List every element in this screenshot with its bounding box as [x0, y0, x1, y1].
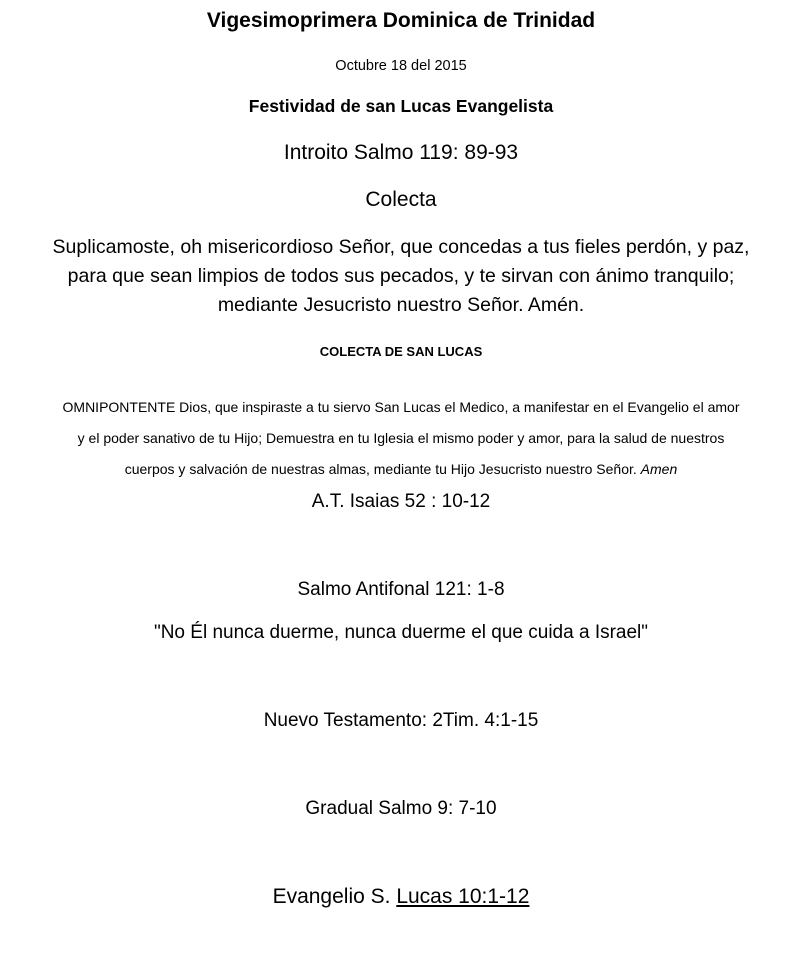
old-testament-reading: A.T. Isaias 52 : 10-12	[311, 491, 491, 512]
collect-line: para que sean limpios de todos sus pecados, y te sirvan con ánimo tranquilo;	[67, 265, 735, 287]
luke-collect-closing: Amen	[640, 461, 678, 477]
luke-collect-prayer	[0, 392, 802, 485]
gradual-reading: Gradual Salmo 9: 7-10	[305, 798, 497, 819]
gospel-reference-link[interactable]: Lucas 10:1-12	[396, 885, 530, 908]
psalm-reading: Salmo Antifonal 121: 1-8	[297, 579, 505, 600]
document-date: Octubre 18 del 2015	[335, 58, 467, 74]
luke-collect-line: OMNIPONTENTE Dios, que inspiraste a tu siervo San Lucas el Medico, a manifestar en el Evangelio el amor	[62, 399, 740, 415]
luke-collect-line-text: cuerpos y salvación de nuestras almas, mediante tu Hijo Jesucristo nuestro Señor.	[124, 461, 641, 477]
luke-collect-heading: COLECTA DE SAN LUCAS	[319, 344, 483, 359]
psalm-antiphon: "No Él nunca duerme, nunca duerme el que cuida a Israel"	[153, 622, 649, 643]
gospel-prefix: Evangelio S.	[272, 885, 397, 908]
luke-collect-line: y el poder sanativo de tu Hijo; Demuestra en tu Iglesia el mismo poder y amor, para la salud de nuestros	[77, 430, 725, 446]
introit-reading: Introito Salmo 119: 89-93	[283, 141, 519, 164]
collect-heading: Colecta	[365, 188, 437, 211]
new-testament-reading: Nuevo Testamento: 2Tim. 4:1-15	[263, 710, 539, 731]
luke-collect-line-last	[0, 454, 802, 485]
document-title: Vigesimoprimera Dominica de Trinidad	[206, 9, 596, 32]
gospel-reading	[0, 886, 802, 907]
collect-prayer	[0, 233, 802, 320]
feast-heading: Festividad de san Lucas Evangelista	[248, 96, 554, 116]
collect-line: mediante Jesucristo nuestro Señor. Amén.	[217, 294, 585, 316]
collect-line: Suplicamoste, oh misericordioso Señor, que concedas a tus fieles perdón, y paz,	[52, 236, 750, 258]
